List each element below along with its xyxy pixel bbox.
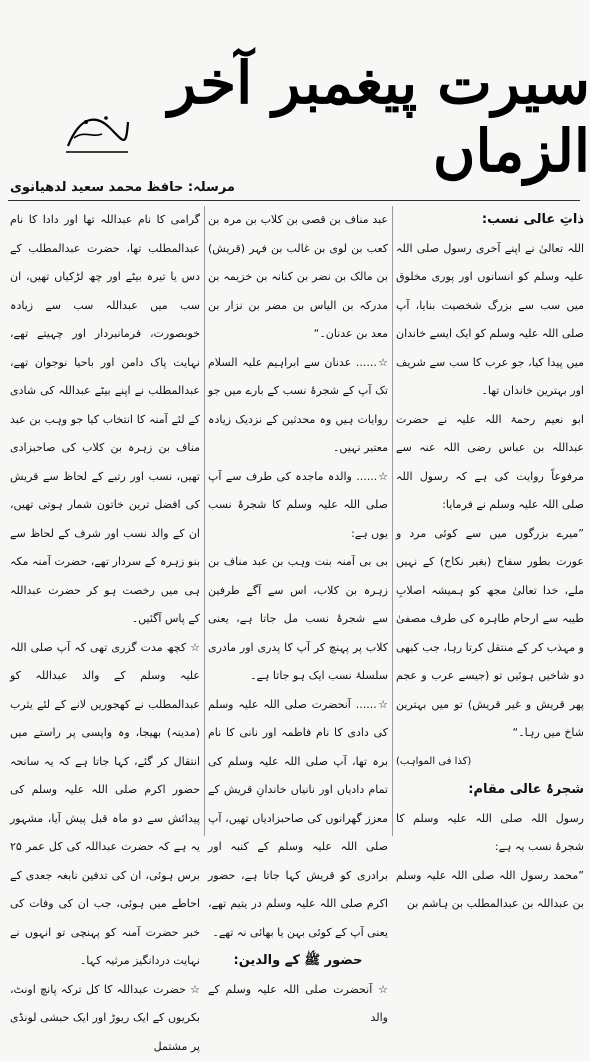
paragraph: ☆ آنحضرت صلی اللہ علیہ وسلم کے والد xyxy=(208,976,388,1033)
header-divider xyxy=(8,200,580,201)
paragraph: ☆ کچھ مدت گزری تھی کہ آپ صلی اللہ علیہ وسلم کے والد عبداللہ کو عبدالمطلب نے کھجوریں لانے کے لئے یثرب (مدینہ) بھیجا، وہ واپسی پر راستے میں انتقال کر گئے، کہا جاتا ہے کہ یہ سانحہ حضور اکرم صلی اللہ علیہ وسلم کی پیدائش سے دو ماہ قبل پیش آیا، مشہور یہ ہے کہ حضرت عبداللہ کی کل عمر ۲۵ برس ہوئی، ان کی تدفین نابغہ جعدی کے احاطے میں ہوئی، جب ان کی وفات کی خبر حضرت آمنہ کو پہنچی تو انہوں نے نہایت دردانگیز مرثیہ کہا۔ xyxy=(10,634,200,976)
paragraph: ☆...... والدہ ماجدہ کی طرف سے آپ صلی اللہ علیہ وسلم کا شجرۂ نسب یوں ہے: xyxy=(208,463,388,549)
paragraph: اللہ تعالیٰ نے اپنے آخری رسول صلی اللہ علیہ وسلم کو انسانوں اور پوری مخلوق میں سب سے بزرگ شخصیت بنایا، آپ صلی اللہ علیہ وسلم کو ایک ایسے خاندان میں پیدا کیا، جو عرب کا سب سے شریف اور بہترین خاندان تھا۔ xyxy=(396,235,584,406)
column-left xyxy=(10,206,200,836)
column-right xyxy=(396,206,584,836)
heading-lineage: ذاتِ عالی نسب: xyxy=(396,206,584,235)
paragraph: ☆ حضرت عبداللہ کا کل ترکہ پانچ اونٹ، بکریوں کے ایک ریوڑ اور ایک حبشی لونڈی پر مشتمل xyxy=(10,976,200,1061)
paragraph: رسول اللہ صلی اللہ علیہ وسلم کا شجرۂ نسب یہ ہے: xyxy=(396,805,584,862)
paragraph: عبد مناف بن قصی بن کلاب بن مرہ بن کعب بن لوی بن غالب بن فہر (قریش) بن مالک بن نضر بن کنانہ بن خزیمہ بن مدرکہ بن الیاس بن مضر بن نزار بن معد بن عدنان۔“ xyxy=(208,206,388,349)
hadith-quote: ”میرے بزرگوں میں سے کوئی مرد و عورت بطور سفاح (بغیر نکاح) کے نہیں ملے، خدا تعالیٰ مجھ کو ہمیشہ اصلابِ طیبہ سے ارحام طاہرہ کی طرف مصفیٰ و مہذب کر کے منتقل کرتا رہا، جب کبھی دو شاخیں ہوئیں تو (جیسے عرب و عجم پھر قریش و غیر قریش) تو میں بہترین شاخ میں رہا۔“ xyxy=(396,520,584,748)
paragraph: گرامی کا نام عبداللہ تھا اور دادا کا نام عبدالمطلب تھا، حضرت عبدالمطلب کے دس یا تیرہ بیٹے اور چھ لڑکیاں تھیں، ان سب میں عبداللہ سب سے زیادہ خوبصورت، فرمانبردار اور چہیتے تھے، نہایت پاک دامن اور باحیا نوجوان تھے، عبدالمطلب نے اپنے بیٹے عبداللہ کی شادی کے لئے آمنہ کا انتخاب کیا جو وہب بن عبد مناف بن زہرہ بن کلاب کی صاحبزادی تھیں، نسب اور رتبے کے لحاظ سے قریش کی افضل ترین خاتون شمار ہوتی تھیں، ان کے والد نسب اور شرف کے لحاظ سے بنو زہرہ کے سردار تھے، حضرت آمنہ مکہ ہی میں رخصت ہو کر حضرت عبداللہ کے پاس آگئیں۔ xyxy=(10,206,200,634)
author-byline: مرسلہ: حافظ محمد سعید لدھیانوی xyxy=(10,180,235,195)
heading-family-tree: شجرۂ عالی مقام: xyxy=(396,776,584,805)
paragraph: بی بی آمنہ بنت وہب بن عبد مناف بن زہرہ بن کلاب، اس سے آگے طرفین سے شجرۂ نسب مل جاتا ہے، یعنی کلاب پر پہنچ کر آپ کا پدری اور مادری سلسلۂ نسب ایک ہو جاتا ہے۔ xyxy=(208,548,388,691)
column-middle xyxy=(208,206,388,836)
citation: (کذا فی المواہب) xyxy=(396,748,584,777)
paragraph: ☆...... عدنان سے ابراہیم علیہ السلام تک آپ کے شجرۂ نسب کے بارے میں جو روایات ہیں وہ محدثین کے نزدیک زیادہ معتبر نہیں۔ xyxy=(208,349,388,463)
paragraph: ابو نعیم رحمۃ اللہ علیہ نے حضرت عبداللہ بن عباس رضی اللہ عنہ سے مرفوعاً روایت کی ہے کہ رسول اللہ صلی اللہ علیہ وسلم نے فرمایا: xyxy=(396,406,584,520)
paragraph: ☆...... آنحضرت صلی اللہ علیہ وسلم کی دادی کا نام فاطمہ اور نانی کا نام برہ تھا، آپ صلی اللہ علیہ وسلم کی تمام دادیاں اور نانیاں خاندانِ قریش کے معزز گھرانوں کی صاحبزادیاں تھیں، آپ صلی اللہ علیہ وسلم کے کنبہ اور برادری کو قریش کہا جاتا ہے، حضور اکرم صلی اللہ علیہ وسلم در یتیم تھے، یعنی آپ کے کوئی بہن یا بھائی نہ تھے۔ xyxy=(208,691,388,948)
column-divider xyxy=(204,206,205,836)
heading-parents: حضور ﷺ کے والدین: xyxy=(208,947,388,976)
column-divider xyxy=(392,206,393,836)
title-text: سیرت پیغمبر آخر الزماں xyxy=(0,49,590,185)
lineage-quote: ”محمد رسول اللہ صلی اللہ علیہ وسلم بن عبداللہ بن عبدالمطلب بن ہاشم بن xyxy=(396,862,584,919)
calligraphy-seal-icon xyxy=(62,108,132,154)
